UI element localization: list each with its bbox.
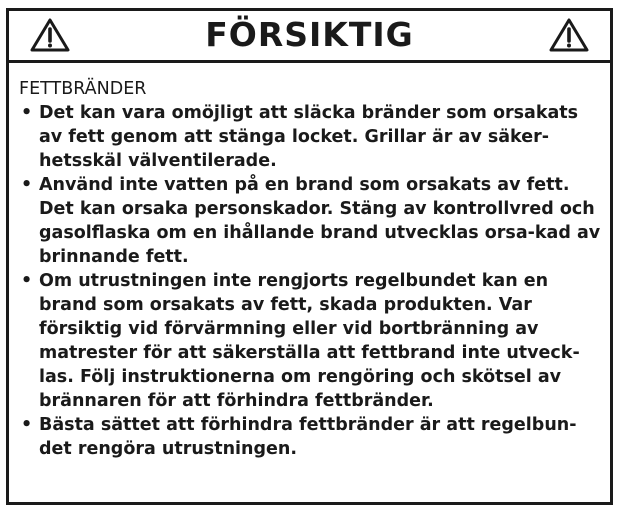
warning-triangle-icon: [549, 18, 589, 52]
list-item: [19, 173, 610, 269]
caution-header: [9, 11, 610, 63]
bullet-list: [19, 101, 610, 461]
list-item-text: Om utrustningen inte rengjorts regelbundet kan en brand som orsakats av fett, skada produkten. Var försiktig vid förvärmning eller vid bortbränning av matrester för att säkerställa att fettbrand inte utveck-las. Följ instruktionerna om rengöring och skötsel av brännaren för att förhindra fettbränder.: [39, 271, 580, 411]
list-item: [19, 101, 610, 173]
list-item: [19, 269, 610, 413]
section-title: FETTBRÄNDER: [19, 79, 147, 99]
caution-body: [9, 63, 610, 461]
caution-title: FÖRSIKTIG: [205, 15, 414, 54]
list-item-text: Använd inte vatten på en brand som orsakats av fett. Det kan orsaka personskador. Stäng av kontrollvred och gasolflaska om en ihållande brand utvecklas orsa-kad av brinnande fett.: [39, 175, 601, 267]
caution-label: [6, 8, 613, 505]
bullet-dot: •: [21, 271, 33, 291]
bullet-dot: •: [21, 103, 33, 123]
bullet-dot: •: [21, 415, 33, 435]
list-item: [19, 413, 610, 461]
bullet-dot: •: [21, 175, 33, 195]
list-item-text: Det kan vara omöjligt att släcka bränder som orsakats av fett genom att stänga locket. Grillar är av säker-hetsskäl välventilerade.: [39, 103, 579, 171]
list-item-text: Bästa sättet att förhindra fettbränder är att regelbun-det rengöra utrustningen.: [39, 415, 577, 459]
